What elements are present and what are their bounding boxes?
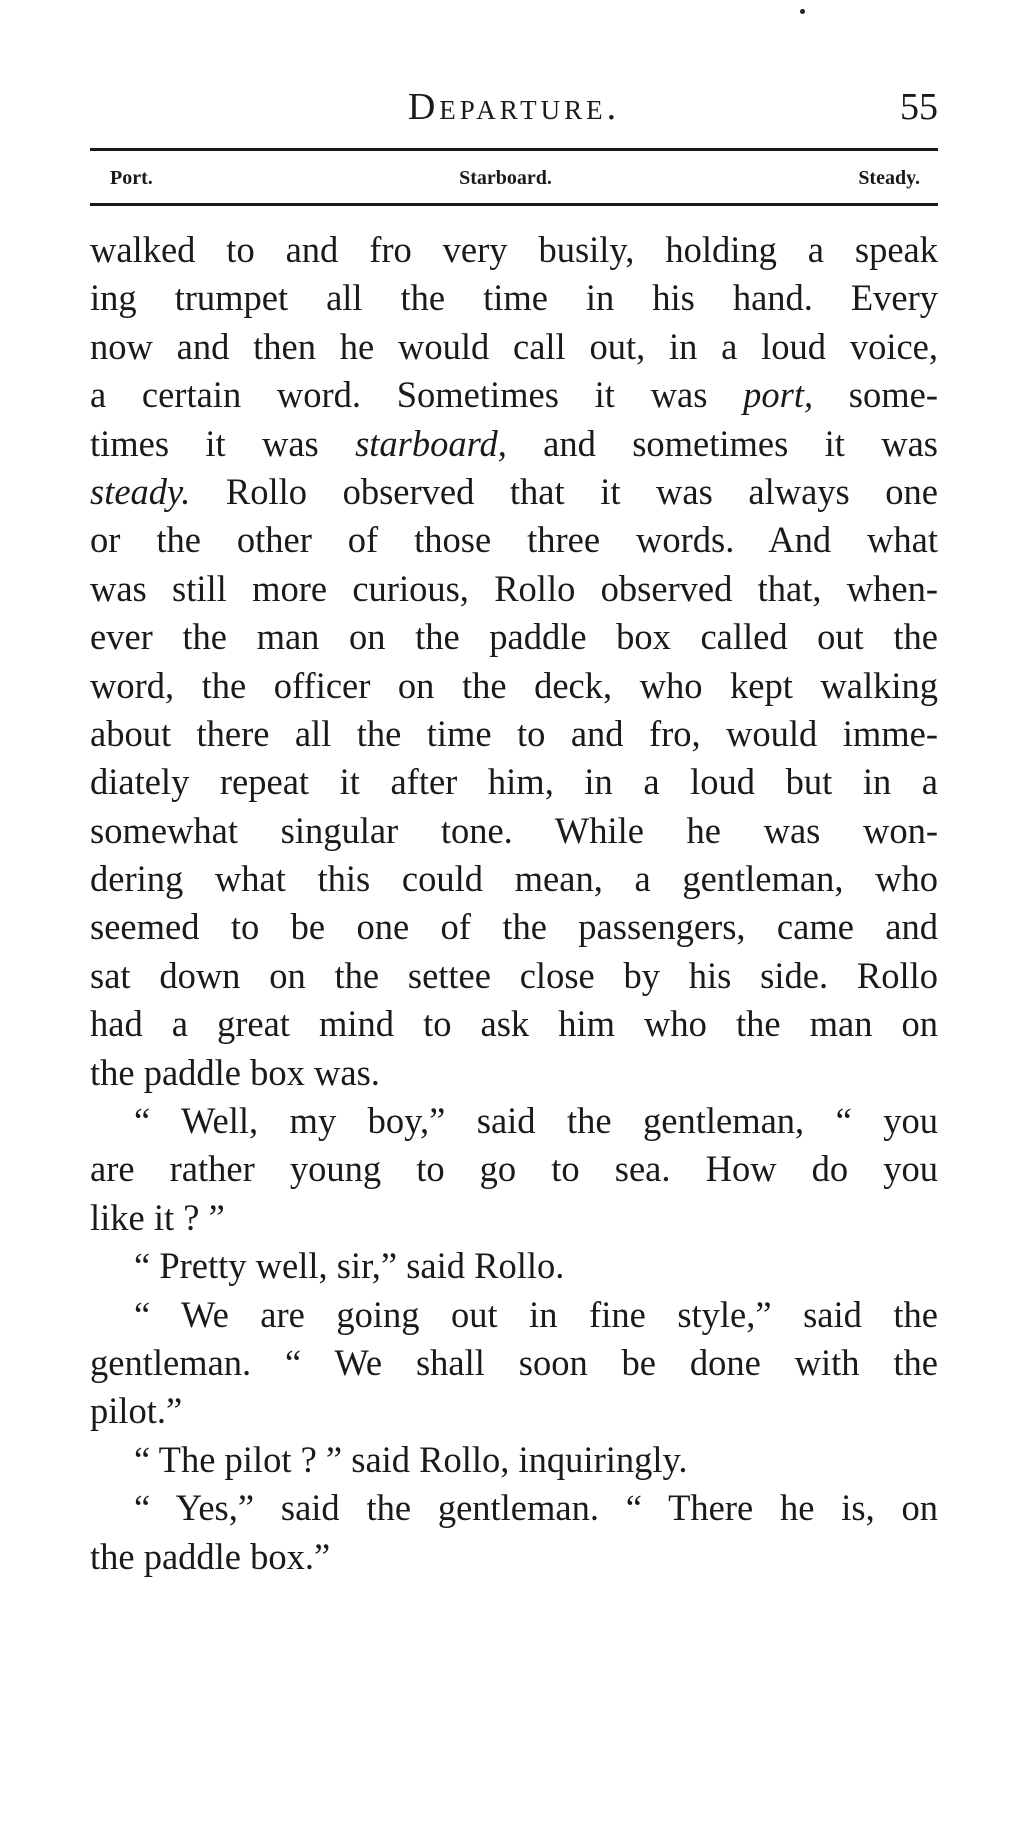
text-line: walked to and fro very busily, holding a speak [90,229,938,270]
text-line: somewhat singular tone. While he was won- [90,809,938,851]
body-text [90,226,938,1581]
text-line: like it ? ” [90,1196,225,1238]
text-line: gentleman. “ We shall soon be done with the [90,1341,938,1383]
text-run: a certain word. Sometimes it was [90,374,744,416]
text-line: dering what this could mean, a gentleman, who [90,858,938,900]
command-steady: Steady. [858,166,920,189]
text-run: times it was [90,422,356,464]
text-line: “ Pretty well, sir,” said Rollo. [134,1245,565,1287]
text-line [90,468,938,516]
header-rule-top [90,148,938,151]
text-line [90,420,938,468]
text-line: word, the officer on the deck, who kept walking [90,664,938,706]
text-line: had a great mind to ask him who the man on [90,1003,938,1045]
text-run: Rollo observed that it was always one [190,470,938,512]
text-run: and sometimes it was [506,422,938,464]
text-line: about there all the time to and fro, would imme- [90,712,938,754]
text-line: was still more curious, Rollo observed that, when- [90,567,938,609]
text-line: pilot.” [90,1390,183,1432]
command-row [110,160,920,196]
text-line: “ Yes,” said the gentleman. “ There he is, on [134,1487,938,1529]
text-line: seemed to be one of the passengers, came and [90,906,938,948]
text-line: diately repeat it after him, in a loud but in a [90,761,938,803]
header-rule-bottom [90,203,938,206]
text-line: now and then he would call out, in a loud voice, [90,325,938,367]
text-line: “ Well, my boy,” said the gentleman, “ you [134,1100,938,1142]
text-line: “ We are going out in fine style,” said the [134,1293,938,1335]
command-starboard: Starboard. [459,166,552,189]
text-line: sat down on the settee close by his side. Rollo [90,954,938,996]
text-line: the paddle box.” [90,1535,331,1577]
page-number: 55 [900,86,938,128]
page-header [90,82,938,132]
text-line: the paddle box was. [90,1051,380,1093]
text-line: or the other of those three words. And what [90,519,938,561]
emphasized-word: port, [743,374,814,416]
text-line: “ The pilot ? ” said Rollo, inquiringly. [134,1438,688,1480]
text-line: ever the man on the paddle box called out the [90,616,938,658]
text-run: some- [813,374,938,416]
ink-speck [800,9,805,14]
emphasized-word: steady. [90,470,191,512]
text-line: are rather young to go to sea. How do you [90,1148,938,1190]
text-line [90,371,938,419]
running-title: Departure. [407,86,621,128]
text-line: ing trumpet all the time in his hand. Every [90,277,938,319]
command-port: Port. [110,166,153,189]
emphasized-word: starboard, [355,422,507,464]
